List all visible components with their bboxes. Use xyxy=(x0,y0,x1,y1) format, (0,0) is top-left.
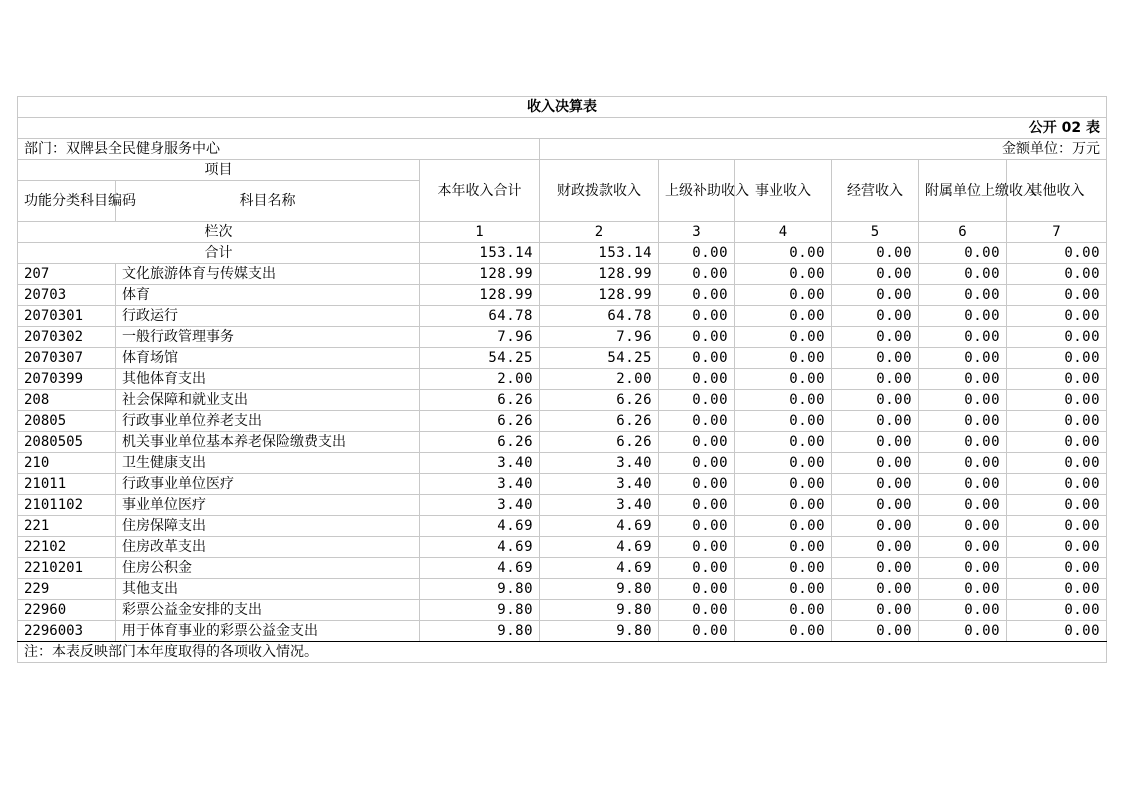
row-value: 3.40 xyxy=(540,495,659,516)
total-value: 0.00 xyxy=(919,243,1007,264)
row-value: 0.00 xyxy=(735,621,832,642)
row-value: 4.69 xyxy=(420,558,540,579)
column-index-1: 1 xyxy=(420,222,540,243)
row-value: 0.00 xyxy=(832,495,919,516)
column-index-6: 6 xyxy=(919,222,1007,243)
row-value: 128.99 xyxy=(540,285,659,306)
row-subject-name: 事业单位医疗 xyxy=(116,495,420,516)
header-business: 事业收入 xyxy=(735,160,832,222)
row-value: 0.00 xyxy=(735,558,832,579)
total-value: 153.14 xyxy=(420,243,540,264)
row-value: 0.00 xyxy=(1007,495,1107,516)
row-value: 54.25 xyxy=(420,348,540,369)
row-value: 6.26 xyxy=(420,390,540,411)
row-value: 0.00 xyxy=(659,285,735,306)
row-subject-name: 社会保障和就业支出 xyxy=(116,390,420,411)
row-code: 21011 xyxy=(18,474,116,495)
row-value: 0.00 xyxy=(659,579,735,600)
total-value: 0.00 xyxy=(735,243,832,264)
row-value: 0.00 xyxy=(659,432,735,453)
row-value: 6.26 xyxy=(540,390,659,411)
row-value: 128.99 xyxy=(420,264,540,285)
page-title: 收入决算表 xyxy=(18,97,1107,118)
row-subject-name: 住房改革支出 xyxy=(116,537,420,558)
row-value: 0.00 xyxy=(659,516,735,537)
row-value: 0.00 xyxy=(735,369,832,390)
row-value: 0.00 xyxy=(919,621,1007,642)
table-row xyxy=(18,495,1107,516)
row-value: 3.40 xyxy=(420,453,540,474)
row-value: 3.40 xyxy=(420,474,540,495)
row-subject-name: 其他支出 xyxy=(116,579,420,600)
row-value: 0.00 xyxy=(1007,558,1107,579)
row-value: 9.80 xyxy=(540,579,659,600)
row-value: 0.00 xyxy=(919,264,1007,285)
row-value: 0.00 xyxy=(659,390,735,411)
row-value: 0.00 xyxy=(832,327,919,348)
department-label: 部门：双牌县全民健身服务中心 xyxy=(18,139,540,160)
income-statement-table xyxy=(17,96,1107,663)
table-row xyxy=(18,516,1107,537)
table-row xyxy=(18,537,1107,558)
row-value: 0.00 xyxy=(832,516,919,537)
column-index-3: 3 xyxy=(659,222,735,243)
row-value: 2.00 xyxy=(420,369,540,390)
column-index-label: 栏次 xyxy=(18,222,420,243)
table-row xyxy=(18,453,1107,474)
row-subject-name: 体育场馆 xyxy=(116,348,420,369)
unit-label: 金额单位：万元 xyxy=(540,139,1107,160)
row-value: 0.00 xyxy=(659,369,735,390)
row-value: 6.26 xyxy=(420,411,540,432)
row-value: 0.00 xyxy=(1007,306,1107,327)
row-value: 0.00 xyxy=(832,474,919,495)
row-code: 22102 xyxy=(18,537,116,558)
table-row xyxy=(18,432,1107,453)
row-value: 4.69 xyxy=(540,558,659,579)
footnote: 注：本表反映部门本年度取得的各项收入情况。 xyxy=(18,642,1107,663)
row-value: 0.00 xyxy=(1007,453,1107,474)
row-code: 208 xyxy=(18,390,116,411)
row-value: 0.00 xyxy=(735,285,832,306)
table-row xyxy=(18,474,1107,495)
row-code: 210 xyxy=(18,453,116,474)
row-value: 0.00 xyxy=(1007,600,1107,621)
row-value: 0.00 xyxy=(1007,369,1107,390)
row-value: 3.40 xyxy=(420,495,540,516)
row-subject-name: 彩票公益金安排的支出 xyxy=(116,600,420,621)
header-superior: 上级补助收入 xyxy=(659,160,735,222)
row-value: 9.80 xyxy=(540,621,659,642)
row-value: 0.00 xyxy=(1007,327,1107,348)
row-value: 0.00 xyxy=(919,579,1007,600)
table-row xyxy=(18,369,1107,390)
row-code: 20703 xyxy=(18,285,116,306)
row-value: 0.00 xyxy=(1007,390,1107,411)
column-index-5: 5 xyxy=(832,222,919,243)
row-code: 20805 xyxy=(18,411,116,432)
row-code: 2080505 xyxy=(18,432,116,453)
row-value: 54.25 xyxy=(540,348,659,369)
row-value: 0.00 xyxy=(659,600,735,621)
row-value: 6.26 xyxy=(540,432,659,453)
row-value: 0.00 xyxy=(832,453,919,474)
row-value: 0.00 xyxy=(919,327,1007,348)
row-subject-name: 卫生健康支出 xyxy=(116,453,420,474)
row-value: 0.00 xyxy=(832,621,919,642)
header-fiscal: 财政拨款收入 xyxy=(540,160,659,222)
row-value: 0.00 xyxy=(735,432,832,453)
row-code: 2070301 xyxy=(18,306,116,327)
row-value: 0.00 xyxy=(919,474,1007,495)
total-row xyxy=(18,243,1107,264)
table-row xyxy=(18,411,1107,432)
row-value: 0.00 xyxy=(735,516,832,537)
row-value: 0.00 xyxy=(919,306,1007,327)
row-value: 4.69 xyxy=(540,516,659,537)
row-value: 0.00 xyxy=(1007,285,1107,306)
row-value: 128.99 xyxy=(540,264,659,285)
row-value: 0.00 xyxy=(832,579,919,600)
table-row xyxy=(18,558,1107,579)
row-value: 0.00 xyxy=(1007,537,1107,558)
row-value: 6.26 xyxy=(540,411,659,432)
row-value: 0.00 xyxy=(659,453,735,474)
row-value: 3.40 xyxy=(540,453,659,474)
row-value: 64.78 xyxy=(540,306,659,327)
row-value: 0.00 xyxy=(659,327,735,348)
row-code: 2070302 xyxy=(18,327,116,348)
header-affiliated: 附属单位上缴收入 xyxy=(919,160,1007,222)
total-value: 153.14 xyxy=(540,243,659,264)
row-value: 0.00 xyxy=(919,285,1007,306)
row-value: 0.00 xyxy=(832,558,919,579)
row-value: 0.00 xyxy=(735,579,832,600)
row-value: 0.00 xyxy=(1007,621,1107,642)
row-subject-name: 行政事业单位养老支出 xyxy=(116,411,420,432)
table-row xyxy=(18,264,1107,285)
total-value: 0.00 xyxy=(659,243,735,264)
row-code: 221 xyxy=(18,516,116,537)
row-value: 0.00 xyxy=(919,558,1007,579)
row-value: 64.78 xyxy=(420,306,540,327)
row-value: 9.80 xyxy=(540,600,659,621)
row-value: 9.80 xyxy=(420,579,540,600)
row-code: 207 xyxy=(18,264,116,285)
row-value: 0.00 xyxy=(919,390,1007,411)
row-value: 0.00 xyxy=(832,306,919,327)
row-value: 0.00 xyxy=(832,369,919,390)
row-value: 0.00 xyxy=(735,537,832,558)
table-code: 公开 02 表 xyxy=(18,118,1107,139)
row-subject-name: 住房公积金 xyxy=(116,558,420,579)
row-value: 0.00 xyxy=(832,348,919,369)
row-code: 229 xyxy=(18,579,116,600)
row-value: 0.00 xyxy=(1007,264,1107,285)
row-code: 2070399 xyxy=(18,369,116,390)
row-value: 0.00 xyxy=(832,432,919,453)
header-operating: 经营收入 xyxy=(832,160,919,222)
row-value: 0.00 xyxy=(919,495,1007,516)
row-value: 0.00 xyxy=(735,306,832,327)
row-value: 0.00 xyxy=(832,411,919,432)
row-code: 2210201 xyxy=(18,558,116,579)
row-value: 4.69 xyxy=(420,516,540,537)
row-subject-name: 用于体育事业的彩票公益金支出 xyxy=(116,621,420,642)
row-value: 128.99 xyxy=(420,285,540,306)
row-value: 4.69 xyxy=(420,537,540,558)
header-item: 项目 xyxy=(18,160,420,181)
table-row xyxy=(18,348,1107,369)
row-value: 0.00 xyxy=(735,453,832,474)
row-value: 9.80 xyxy=(420,600,540,621)
header-subject-name: 科目名称 xyxy=(116,181,420,222)
column-index-2: 2 xyxy=(540,222,659,243)
row-value: 0.00 xyxy=(832,537,919,558)
row-value: 7.96 xyxy=(420,327,540,348)
row-value: 0.00 xyxy=(1007,432,1107,453)
row-value: 4.69 xyxy=(540,537,659,558)
row-value: 0.00 xyxy=(832,600,919,621)
row-value: 0.00 xyxy=(919,369,1007,390)
row-subject-name: 住房保障支出 xyxy=(116,516,420,537)
row-subject-name: 行政事业单位医疗 xyxy=(116,474,420,495)
row-subject-name: 其他体育支出 xyxy=(116,369,420,390)
row-value: 0.00 xyxy=(1007,579,1107,600)
header-total: 本年收入合计 xyxy=(420,160,540,222)
table-row xyxy=(18,285,1107,306)
row-value: 0.00 xyxy=(735,327,832,348)
row-value: 0.00 xyxy=(832,285,919,306)
table-row xyxy=(18,306,1107,327)
row-value: 0.00 xyxy=(659,558,735,579)
row-value: 0.00 xyxy=(832,390,919,411)
row-value: 0.00 xyxy=(1007,516,1107,537)
row-value: 2.00 xyxy=(540,369,659,390)
row-value: 0.00 xyxy=(659,537,735,558)
column-index-7: 7 xyxy=(1007,222,1107,243)
row-value: 0.00 xyxy=(1007,348,1107,369)
row-subject-name: 体育 xyxy=(116,285,420,306)
row-subject-name: 行政运行 xyxy=(116,306,420,327)
row-code: 22960 xyxy=(18,600,116,621)
row-value: 7.96 xyxy=(540,327,659,348)
row-value: 6.26 xyxy=(420,432,540,453)
row-value: 0.00 xyxy=(659,495,735,516)
row-value: 0.00 xyxy=(919,537,1007,558)
row-value: 3.40 xyxy=(540,474,659,495)
row-value: 0.00 xyxy=(735,348,832,369)
row-value: 0.00 xyxy=(919,453,1007,474)
row-value: 0.00 xyxy=(1007,411,1107,432)
row-value: 0.00 xyxy=(659,411,735,432)
row-value: 0.00 xyxy=(919,516,1007,537)
row-subject-name: 机关事业单位基本养老保险缴费支出 xyxy=(116,432,420,453)
row-value: 0.00 xyxy=(735,264,832,285)
header-func-code: 功能分类科目编码 xyxy=(18,181,116,222)
table-row xyxy=(18,621,1107,642)
row-value: 0.00 xyxy=(659,348,735,369)
table-row xyxy=(18,579,1107,600)
row-value: 0.00 xyxy=(659,306,735,327)
table-row xyxy=(18,327,1107,348)
row-value: 0.00 xyxy=(735,495,832,516)
row-value: 0.00 xyxy=(735,474,832,495)
row-code: 2296003 xyxy=(18,621,116,642)
row-value: 0.00 xyxy=(659,474,735,495)
table-row xyxy=(18,390,1107,411)
row-value: 0.00 xyxy=(919,600,1007,621)
row-value: 0.00 xyxy=(735,390,832,411)
row-subject-name: 文化旅游体育与传媒支出 xyxy=(116,264,420,285)
row-value: 0.00 xyxy=(735,411,832,432)
row-code: 2101102 xyxy=(18,495,116,516)
row-value: 0.00 xyxy=(919,348,1007,369)
row-value: 0.00 xyxy=(659,264,735,285)
row-value: 0.00 xyxy=(919,411,1007,432)
total-value: 0.00 xyxy=(1007,243,1107,264)
column-index-4: 4 xyxy=(735,222,832,243)
total-value: 0.00 xyxy=(832,243,919,264)
row-value: 0.00 xyxy=(735,600,832,621)
row-value: 0.00 xyxy=(832,264,919,285)
table-row xyxy=(18,600,1107,621)
header-other: 其他收入 xyxy=(1007,160,1107,222)
row-value: 0.00 xyxy=(919,432,1007,453)
row-value: 9.80 xyxy=(420,621,540,642)
total-label: 合计 xyxy=(18,243,420,264)
row-code: 2070307 xyxy=(18,348,116,369)
row-value: 0.00 xyxy=(659,621,735,642)
row-value: 0.00 xyxy=(1007,474,1107,495)
row-subject-name: 一般行政管理事务 xyxy=(116,327,420,348)
